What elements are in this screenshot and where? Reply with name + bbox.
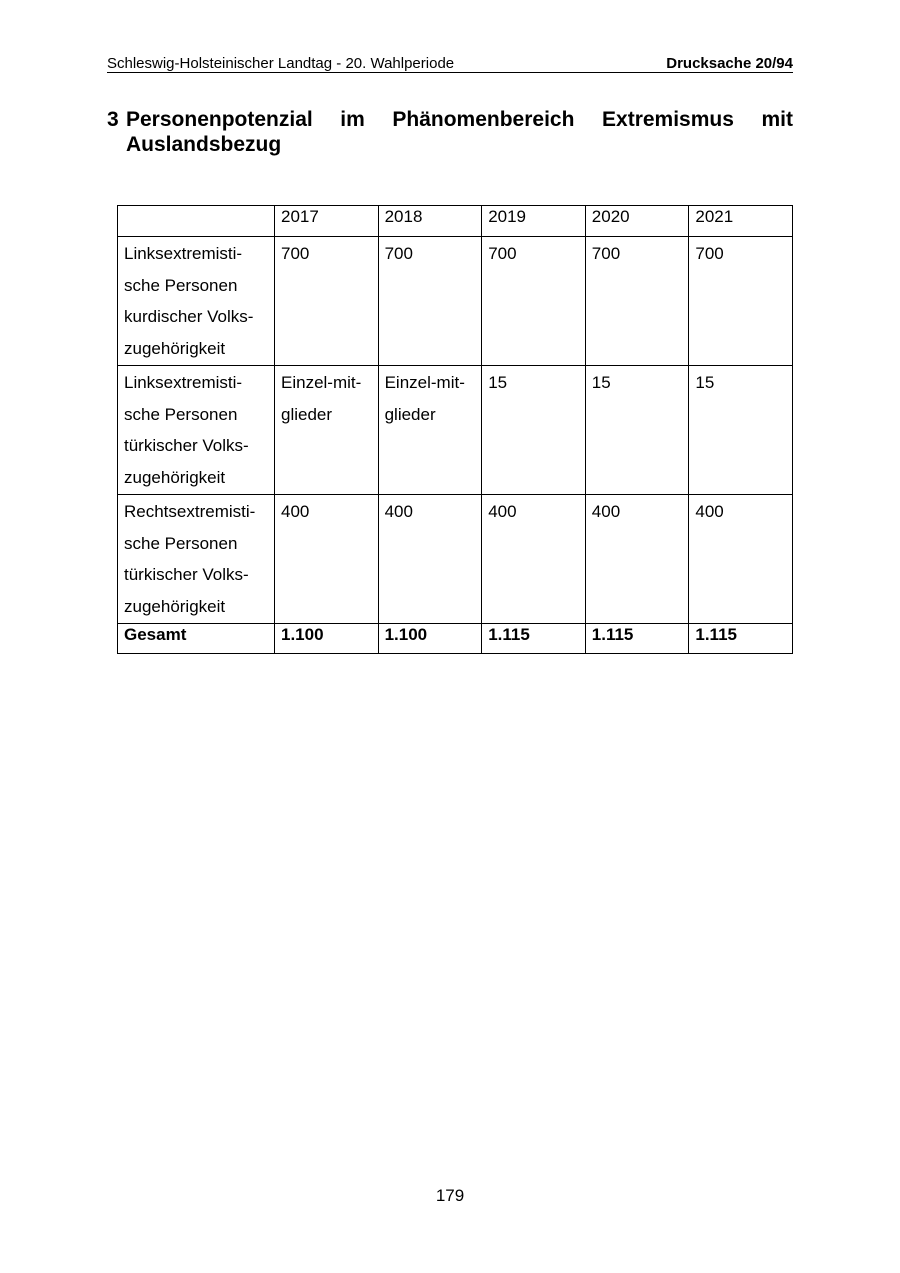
cell-line: Einzel-mit-	[281, 373, 362, 392]
table-cell	[689, 237, 793, 366]
cell-line: sche Personen	[124, 275, 238, 295]
table-row	[118, 495, 793, 624]
table-row-label	[118, 366, 275, 495]
cell-line: 700	[384, 244, 413, 263]
table-cell	[689, 495, 793, 624]
section-title: Personenpotenzial im Phänomenbereich Extremismus mit Auslandsbezug	[126, 108, 793, 156]
cell-line: 400	[488, 502, 517, 521]
cell-line: sche Personen	[124, 404, 238, 424]
cell-line: sche Personen	[124, 533, 238, 553]
cell-line: 700	[695, 244, 724, 263]
table-cell	[585, 366, 689, 495]
table-cell	[482, 237, 586, 366]
cell-line: 400	[695, 502, 724, 521]
cell-line: 15	[695, 373, 715, 392]
header-document-number: Drucksache 20/94	[666, 55, 793, 72]
table-cell	[482, 366, 586, 495]
cell-line: 400	[281, 502, 310, 521]
table-cell	[275, 237, 379, 366]
table-cell	[378, 237, 482, 366]
total-cell: 1.100	[275, 624, 379, 654]
cell-line: 400	[384, 502, 413, 521]
table-cell	[275, 495, 379, 624]
cell-line: 700	[488, 244, 517, 263]
total-cell: 1.115	[482, 624, 586, 654]
total-cell: 1.115	[689, 624, 793, 654]
cell-line: zugehörigkeit	[124, 467, 226, 487]
table-cell	[585, 495, 689, 624]
cell-line: 15	[591, 373, 611, 392]
page-header	[107, 54, 793, 73]
cell-line: kurdischer Volks-	[124, 307, 254, 326]
cell-line: 700	[281, 244, 310, 263]
cell-line: glieder	[281, 404, 333, 424]
table-header-cell: 2020	[585, 206, 689, 237]
section-heading	[107, 107, 793, 157]
table-cell	[275, 366, 379, 495]
persons-table	[117, 205, 793, 654]
table-header-cell: 2019	[482, 206, 586, 237]
table-row-label	[118, 237, 275, 366]
cell-line: 15	[488, 373, 508, 392]
cell-line: 700	[591, 244, 621, 263]
section-number: 3	[107, 108, 119, 131]
cell-line: Linksextremisti-	[124, 244, 243, 263]
table-header-cell	[118, 206, 275, 237]
table-total-row	[118, 624, 793, 654]
cell-line: Rechtsextremisti-	[124, 502, 256, 521]
table-header-row	[118, 206, 793, 237]
table-header-cell: 2017	[275, 206, 379, 237]
total-cell: 1.115	[585, 624, 689, 654]
table-cell	[482, 495, 586, 624]
cell-line: zugehörigkeit	[124, 338, 226, 358]
page-number: 179	[435, 1186, 465, 1205]
total-cell: 1.100	[378, 624, 482, 654]
table-row	[118, 366, 793, 495]
table-cell	[585, 237, 689, 366]
total-label: Gesamt	[118, 624, 275, 654]
cell-line: türkischer Volks-	[124, 565, 249, 584]
cell-line: Einzel-mit-	[384, 373, 465, 392]
table-cell	[689, 366, 793, 495]
table-row-label	[118, 495, 275, 624]
table-cell	[378, 366, 482, 495]
cell-line: zugehörigkeit	[124, 596, 226, 616]
cell-line: Linksextremisti-	[124, 373, 243, 392]
table-cell	[378, 495, 482, 624]
table-header-cell: 2021	[689, 206, 793, 237]
table-header-cell: 2018	[378, 206, 482, 237]
cell-line: glieder	[384, 404, 436, 424]
table-row	[118, 237, 793, 366]
cell-line: 400	[591, 502, 621, 521]
cell-line: türkischer Volks-	[124, 436, 249, 455]
header-parliament: Schleswig-Holsteinischer Landtag - 20. Wahlperiode	[107, 55, 455, 72]
